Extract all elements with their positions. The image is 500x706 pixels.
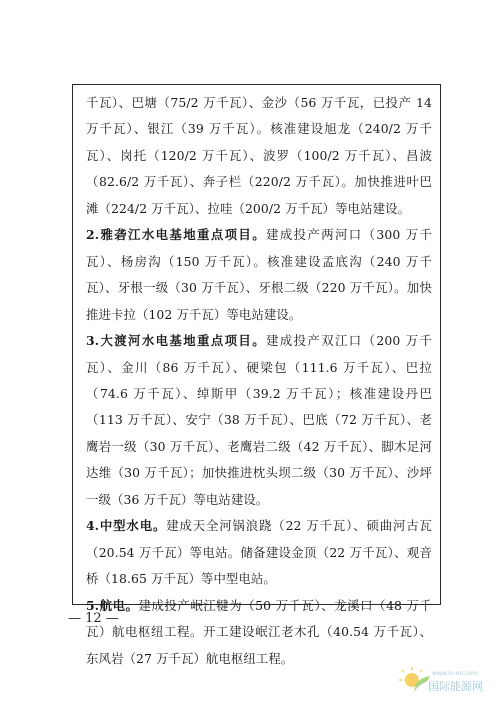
paragraph-text: 建成投产岷江犍为（50 万千瓦）、龙溪口（48 万千瓦）航电枢纽工程。开工建设岷江老木孔（40.54 万千瓦）、东风岩（27 万千瓦）航电枢纽工程。 (86, 597, 433, 666)
watermark-logo (398, 664, 488, 700)
paragraph-lead: 5.航电。 (86, 597, 139, 613)
paragraph-1 (86, 90, 432, 222)
paragraph-text: 千瓦）、巴塘（75/2 万千瓦）、金沙（56 万千瓦，已投产 14 万千瓦）、银江（39 万千瓦）。核准建设旭龙（240/2 万千瓦）、岗托（120/2 万千瓦）、波罗（100/2 万千瓦）、昌波（82.6/2 万千瓦）、奔子栏（220/2 万千瓦）。加快推进叶巴滩（224/2 万千瓦）、拉哇（200/2 万千瓦）等电站建设。 (86, 95, 432, 216)
paragraph-5 (86, 593, 432, 672)
paragraph-text: 建成投产双江口（200 万千瓦）、金川（86 万千瓦）、硬梁包（111.6 万千瓦）、巴拉（74.6 万千瓦）、绰斯甲（39.2 万千瓦）；核准建设丹巴（113 万千瓦）、安宁（38 万千瓦）、巴底（72 万千瓦）、老鹰岩一级（30 万千瓦）、老鹰岩二级（42 万千瓦）、脚木足河达维（30 万千瓦）；加快推进枕头坝二级（30 万千瓦）、沙坪一级（36 万千瓦）等电站建设。 (86, 333, 432, 507)
watermark-url: www.in-en.com (432, 670, 478, 677)
paragraph-text: 建成天全河锅浪跷（22 万千瓦）、硕曲河古瓦（20.54 万千瓦）等电站。储备建设金顶（22 万千瓦）、观音桥（18.65 万千瓦）等中型电站。 (86, 518, 432, 587)
paragraph-lead: 4.中型水电。 (86, 518, 167, 534)
paragraph-4 (86, 513, 432, 592)
paragraph-lead: 3.大渡河水电基地重点项目。 (86, 333, 267, 349)
paragraph-3 (86, 328, 432, 513)
sun-leaf-icon (398, 664, 432, 698)
paragraph-2 (86, 222, 432, 328)
watermark-text: 国际能源网 (428, 680, 483, 693)
page-number: — 12 — (68, 611, 119, 626)
paragraph-lead: 2.雅砻江水电基地重点项目。 (86, 227, 267, 243)
document-body (86, 90, 432, 672)
paragraph-text: 建成投产两河口（300 万千瓦）、杨房沟（150 万千瓦）。核准建设孟底沟（240 万千瓦）、牙根一级（30 万千瓦）、牙根二级（220 万千瓦）。加快推进卡拉（102 万千瓦）等电站建设。 (86, 227, 432, 322)
